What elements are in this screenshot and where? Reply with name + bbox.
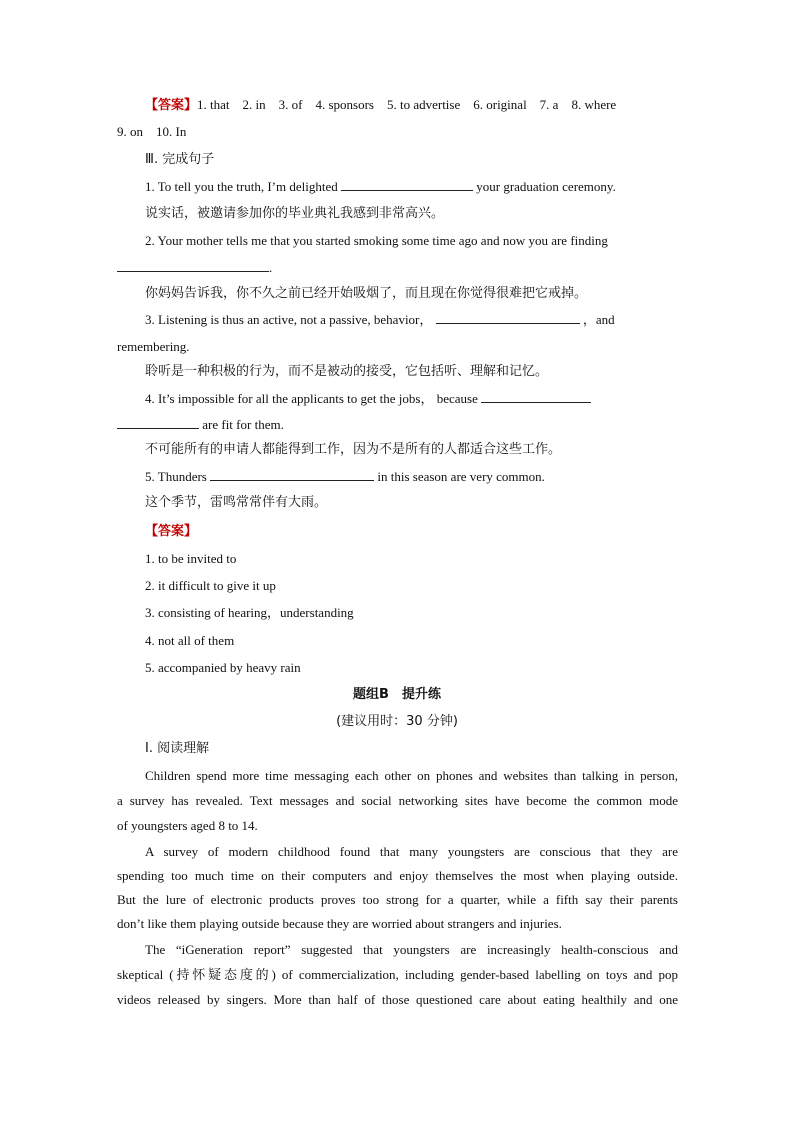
passage-line: of youngsters aged 8 to 14.: [117, 818, 258, 833]
question-1: [145, 178, 616, 196]
answer-item: 1. to be invited to: [145, 551, 237, 566]
answer-blank[interactable]: [210, 468, 374, 481]
section-heading: Ⅲ. 完成句子: [145, 152, 215, 167]
answer-blank[interactable]: [117, 416, 199, 429]
question-3-cont: remembering.: [117, 339, 190, 354]
question-5-translation: 这个季节，雷鸣常常伴有大雨。: [145, 495, 328, 510]
question-1-text-end: your graduation ceremony.: [476, 179, 616, 194]
answer-item: 2. it difficult to give it up: [145, 578, 276, 593]
passage-line: skeptical (持怀疑态度的) of commercialization, including gender-based labelling on toys and pop: [117, 967, 678, 982]
group-subtitle: (建议用时：30 分钟): [336, 714, 458, 729]
question-4-cont: [117, 416, 284, 434]
question-4: [145, 390, 591, 408]
answer-text: 1. that 2. in 3. of 4. sponsors 5. to advertise 6. original 7. a 8. where: [197, 97, 617, 112]
question-3-text: 3. Listening is thus an active, not a passive, behavior，: [145, 312, 433, 327]
section-heading: Ⅰ. 阅读理解: [145, 741, 210, 756]
answer-line-1: [145, 96, 616, 115]
question-1-text: 1. To tell you the truth, I’m delighted: [145, 179, 338, 194]
question-5-text: 5. Thunders: [145, 469, 207, 484]
question-2-text-end: .: [269, 260, 273, 275]
passage-line: A survey of modern childhood found that many youngsters are conscious that they are: [145, 844, 678, 859]
answer-item: 4. not all of them: [145, 633, 235, 648]
passage-line: a survey has revealed. Text messages and social networking sites have become the common mode: [117, 793, 678, 808]
passage-line: But the lure of electronic products proves too strong for a quarter, while a fifth say their parents: [117, 892, 678, 907]
question-2-cont: [117, 259, 272, 277]
question-2-translation: 你妈妈告诉我，你不久之前已经开始吸烟了，而且现在你觉得很难把它戒掉。: [145, 286, 588, 301]
question-3-translation: 聆听是一种积极的行为，而不是被动的接受，它包括听、理解和记忆。: [145, 364, 549, 379]
question-4-translation: 不可能所有的申请人都能得到工作，因为不是所有的人都适合这些工作。: [145, 442, 562, 457]
question-5-text-end: in this season are very common.: [377, 469, 545, 484]
answer-tag: 【答案】: [145, 524, 198, 539]
question-3: [145, 311, 615, 329]
answer-tag: 【答案】: [145, 98, 198, 113]
question-4-text-end: are fit for them.: [202, 417, 284, 432]
answer-blank[interactable]: [481, 390, 591, 403]
answer-blank[interactable]: [117, 259, 269, 272]
passage-line: don’t like them playing outside because they are worried about strangers and injuries.: [117, 916, 562, 931]
passage-line: spending too much time on their computers and enjoy themselves the most when playing outside.: [117, 868, 678, 883]
question-3-text-end: ，and: [582, 312, 615, 327]
question-5: [145, 468, 545, 486]
answer-item: 5. accompanied by heavy rain: [145, 660, 301, 675]
question-1-translation: 说实话，被邀请参加你的毕业典礼我感到非常高兴。: [145, 206, 445, 221]
passage-line: videos released by singers. More than half of those questioned care about eating healthily and one: [117, 992, 678, 1007]
question-2: 2. Your mother tells me that you started smoking some time ago and now you are finding: [145, 233, 608, 248]
answer-line-2: 9. on 10. In: [117, 124, 187, 139]
question-4-text: 4. It’s impossible for all the applicants to get the jobs， because: [145, 391, 478, 406]
passage-line: Children spend more time messaging each other on phones and websites than talking in person,: [145, 768, 678, 783]
group-title: 题组B 提升练: [353, 687, 441, 702]
passage-line: The “iGeneration report” suggested that youngsters are increasingly health-conscious and: [145, 942, 678, 957]
answer-blank[interactable]: [436, 311, 580, 324]
answer-item: 3. consisting of hearing，understanding: [145, 605, 354, 620]
answer-blank[interactable]: [341, 178, 473, 191]
